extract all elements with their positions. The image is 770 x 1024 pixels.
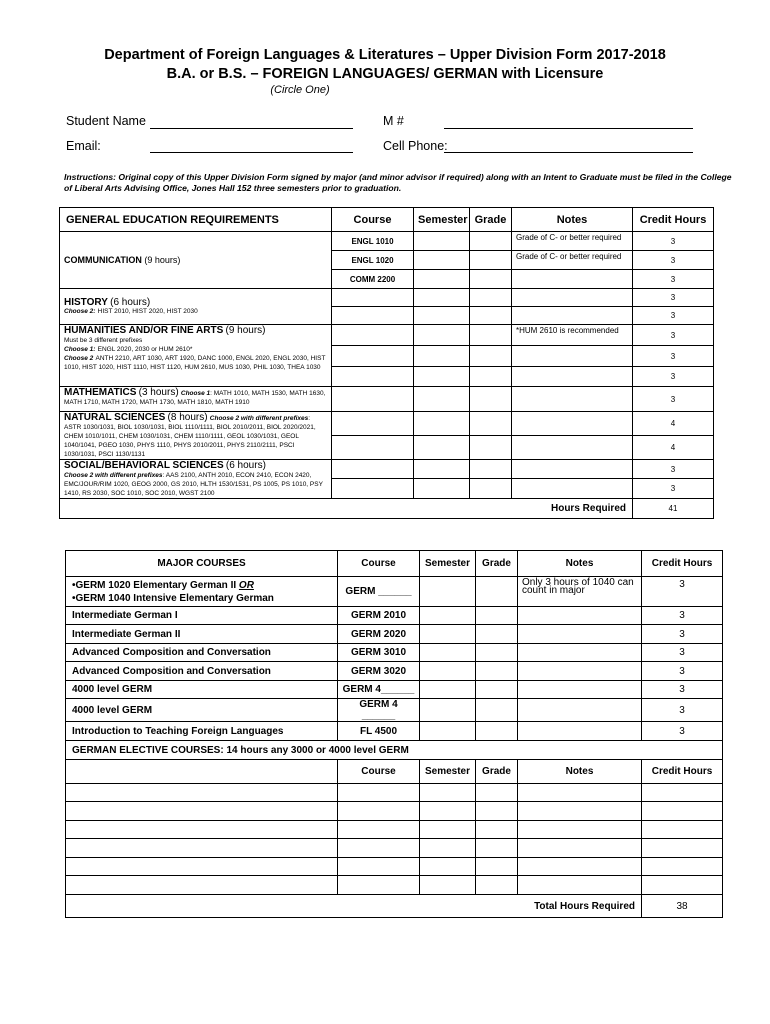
credit-cell: 3 xyxy=(642,625,723,644)
notes-cell[interactable] xyxy=(518,821,642,839)
mathematics-hours: (3 hours) xyxy=(138,387,179,398)
semester-cell[interactable] xyxy=(414,412,470,436)
cell-phone-field[interactable] xyxy=(444,152,693,153)
course-cell[interactable] xyxy=(338,802,420,821)
semester-cell[interactable] xyxy=(420,784,476,802)
semester-cell[interactable] xyxy=(420,577,476,607)
credit-cell: 3 xyxy=(642,577,723,607)
major-course-name: Advanced Composition and Conversation xyxy=(66,662,338,681)
course-cell[interactable]: GERM 4 ______ xyxy=(338,699,420,722)
hours-required-value: 41 xyxy=(633,499,714,519)
elective-row xyxy=(66,784,723,802)
credit-cell: 3 xyxy=(633,387,714,412)
credit-cell: 3 xyxy=(633,270,714,289)
elective-row xyxy=(66,821,723,839)
student-name-label: Student Name xyxy=(66,114,146,128)
grade-cell[interactable] xyxy=(470,479,512,499)
total-hours-row xyxy=(66,895,723,918)
credit-cell: 3 xyxy=(633,346,714,367)
course-cell[interactable] xyxy=(332,307,414,325)
table-row xyxy=(66,662,723,681)
notes-cell xyxy=(512,307,633,325)
semester-cell[interactable] xyxy=(420,722,476,741)
social-sciences-title: SOCIAL/BEHAVIORAL SCIENCES xyxy=(64,460,224,471)
hours-required-row xyxy=(60,499,714,519)
credit-cell: 3 xyxy=(642,699,723,722)
notes-cell[interactable] xyxy=(518,839,642,858)
grade-cell[interactable] xyxy=(470,460,512,479)
notes-cell xyxy=(518,699,642,722)
mathematics-choose-label: Choose 1 xyxy=(180,390,211,397)
elective-row xyxy=(66,858,723,876)
grade-cell[interactable] xyxy=(476,577,518,607)
email-label: Email: xyxy=(66,139,101,153)
notes-cell xyxy=(518,722,642,741)
semester-cell[interactable] xyxy=(420,662,476,681)
humanities-hours: (9 hours) xyxy=(225,325,266,336)
humanities-title: HUMANITIES AND/OR FINE ARTS xyxy=(64,325,224,336)
mathematics-title: MATHEMATICS xyxy=(64,387,137,398)
elective-name-cell[interactable] xyxy=(66,802,338,821)
electives-header-course: Course xyxy=(338,760,420,784)
semester-cell[interactable] xyxy=(420,858,476,876)
grade-cell[interactable] xyxy=(476,858,518,876)
notes-cell xyxy=(512,346,633,367)
table-row xyxy=(60,387,714,412)
grade-cell[interactable] xyxy=(476,876,518,895)
credit-cell: 3 xyxy=(633,460,714,479)
history-hours: (6 hours) xyxy=(110,296,151,308)
grade-cell[interactable] xyxy=(470,412,512,436)
credit-cell: 3 xyxy=(633,232,714,251)
humanities-choose1-label: Choose 1: xyxy=(64,345,96,353)
natural-sciences-hours: (8 hours) xyxy=(167,412,208,423)
electives-header-credit: Credit Hours xyxy=(642,760,723,784)
credit-cell: 3 xyxy=(633,479,714,499)
notes-cell xyxy=(512,367,633,387)
table-row xyxy=(66,577,723,607)
credit-cell[interactable] xyxy=(642,802,723,821)
grade-cell[interactable] xyxy=(476,625,518,644)
grade-cell[interactable] xyxy=(470,346,512,367)
credit-cell: 3 xyxy=(642,607,723,625)
social-sciences-cell xyxy=(60,460,332,499)
semester-cell[interactable] xyxy=(414,251,470,270)
history-cell xyxy=(60,289,332,325)
or-label: OR xyxy=(238,579,254,591)
social-sciences-choose-label: Choose 2 with different prefixes xyxy=(64,471,163,479)
natural-sciences-choose-label: Choose 2 with different prefixes xyxy=(209,415,309,422)
gen-ed-header-course: Course xyxy=(332,208,414,232)
electives-title-row xyxy=(66,741,723,760)
credit-cell[interactable] xyxy=(642,858,723,876)
major-header-course: Course xyxy=(338,551,420,577)
grade-cell[interactable] xyxy=(470,289,512,307)
electives-header-blank xyxy=(66,760,338,784)
notes-cell[interactable] xyxy=(518,784,642,802)
notes-cell xyxy=(518,644,642,662)
course-cell[interactable] xyxy=(332,387,414,412)
grade-cell[interactable] xyxy=(470,307,512,325)
course-cell: FL 4500 xyxy=(338,722,420,741)
gen-ed-header-semester: Semester xyxy=(414,208,470,232)
instructions: Instructions: Original copy of this Upper Division Form signed by major (and minor advisor if required) along with an Intent to Graduate must be filed in the College of Liberal Arts Advising Office, Jones Hall 152 three semesters prior to graduation. xyxy=(64,172,732,193)
gen-ed-header-grade: Grade xyxy=(470,208,512,232)
credit-cell: 4 xyxy=(633,436,714,460)
course-cell[interactable] xyxy=(338,839,420,858)
table-row xyxy=(60,325,714,346)
credit-cell[interactable] xyxy=(642,784,723,802)
gen-ed-header-credit: Credit Hours xyxy=(633,208,714,232)
humanities-choose2-text: ANTH 2210, ART 1030, ART 1920, DANC 1000, ENGL 2020, ENGL 2030, HIST 1010, HIST 1020, HIST 1110, HIST 1120, HUM 2610, MUS 1030, PHIL 1030, THEA 1030 xyxy=(64,354,326,371)
grade-cell[interactable] xyxy=(476,662,518,681)
notes-cell: Only 3 hours of 1040 can count in major xyxy=(518,577,642,607)
elective-name-cell[interactable] xyxy=(66,858,338,876)
semester-cell[interactable] xyxy=(420,625,476,644)
electives-header-grade: Grade xyxy=(476,760,518,784)
major-course-name: 4000 level GERM xyxy=(66,681,338,699)
semester-cell[interactable] xyxy=(420,699,476,722)
history-title: HISTORY xyxy=(64,296,108,308)
major-course-name: 4000 level GERM xyxy=(66,699,338,722)
major-header-credit: Credit Hours xyxy=(642,551,723,577)
humanities-cell xyxy=(60,325,332,387)
course-cell: ENGL 1020 xyxy=(332,251,414,270)
semester-cell[interactable] xyxy=(420,839,476,858)
notes-cell[interactable] xyxy=(518,876,642,895)
notes-cell xyxy=(518,625,642,644)
natural-sciences-choose-text: : ASTR 1030/1031, BIOL 1030/1031, BIOL 1110/1111, BIOL 2010/2011, BIOL 2020/2021, CHEM 1010/1011, CHEM 1030/1031, CHEM 1110/1111, GEOL 1030/1031, GEOL 1040/1041, PGEO 1030, PHYS 1110, PHYS 2010/2011, PHYS 2110/2111, PSCI 1030/1031, PSCI 1130/1131 xyxy=(64,415,316,458)
electives-header-notes: Notes xyxy=(518,760,642,784)
notes-cell[interactable] xyxy=(518,802,642,821)
notes-cell xyxy=(512,289,633,307)
course-cell: ENGL 1010 xyxy=(332,232,414,251)
humanities-choose1-text: ENGL 2020, 2030 or HUM 2610* xyxy=(97,345,193,353)
grade-cell[interactable] xyxy=(470,232,512,251)
major-header-semester: Semester xyxy=(420,551,476,577)
grade-cell[interactable] xyxy=(476,644,518,662)
grade-cell[interactable] xyxy=(476,681,518,699)
major-header-grade: Grade xyxy=(476,551,518,577)
humanities-line1: Must be 3 different prefixes xyxy=(64,336,143,344)
credit-cell[interactable] xyxy=(642,839,723,858)
grade-cell[interactable] xyxy=(470,325,512,346)
notes-cell[interactable] xyxy=(518,858,642,876)
gen-ed-header-notes: Notes xyxy=(512,208,633,232)
email-field[interactable] xyxy=(150,152,353,153)
major-header-courses: MAJOR COURSES xyxy=(66,551,338,577)
credit-cell: 3 xyxy=(633,307,714,325)
semester-cell[interactable] xyxy=(414,270,470,289)
major-table xyxy=(65,550,723,918)
table-row xyxy=(60,460,714,479)
elective-name-cell[interactable] xyxy=(66,821,338,839)
hours-required-label: Hours Required xyxy=(60,499,633,519)
communication-title: COMMUNICATION xyxy=(64,255,142,265)
electives-header-semester: Semester xyxy=(420,760,476,784)
social-sciences-hours: (6 hours) xyxy=(225,460,266,471)
notes-cell xyxy=(512,270,633,289)
cell-phone-label: Cell Phone: xyxy=(383,139,448,153)
gen-ed-header-row xyxy=(60,208,714,232)
notes-cell: Grade of C- or better required xyxy=(512,232,633,251)
total-hours-label: Total Hours Required xyxy=(66,895,642,918)
humanities-choose2-label: Choose 2 xyxy=(64,354,94,362)
grade-cell[interactable] xyxy=(476,802,518,821)
table-row xyxy=(60,232,714,251)
mathematics-cell xyxy=(60,387,332,412)
semester-cell[interactable] xyxy=(414,436,470,460)
notes-cell xyxy=(512,479,633,499)
grade-cell[interactable] xyxy=(476,839,518,858)
course-cell[interactable] xyxy=(332,479,414,499)
gen-ed-table xyxy=(59,207,714,519)
course-cell: GERM 3020 xyxy=(338,662,420,681)
table-row xyxy=(66,681,723,699)
elective-row xyxy=(66,802,723,821)
course-cell: COMM 2200 xyxy=(332,270,414,289)
course-cell[interactable] xyxy=(338,821,420,839)
course-cell[interactable] xyxy=(332,412,414,436)
elective-row xyxy=(66,876,723,895)
notes-cell xyxy=(512,412,633,436)
gen-ed-header-requirements: GENERAL EDUCATION REQUIREMENTS xyxy=(60,208,332,232)
major-course-name: Intermediate German II xyxy=(66,625,338,644)
table-row xyxy=(60,412,714,436)
communication-cell xyxy=(60,232,332,289)
credit-cell: 3 xyxy=(642,722,723,741)
social-sciences-choose-text: : AAS 2100, ANTH 2010, ECON 2410, ECON 2420, EMC/JOUR/RIM 1020, GEOG 2000, GS 2010, HLTH 1530/1531, PS 1005, PS 1010, PSY 1410, RS 2030, SOC 1010, SOC 2010, WGST 2100 xyxy=(64,471,323,497)
natural-sciences-cell xyxy=(60,412,332,460)
table-row xyxy=(66,625,723,644)
m-number-label: M # xyxy=(383,114,404,128)
notes-cell: *HUM 2610 is recommended xyxy=(512,325,633,346)
semester-cell[interactable] xyxy=(414,387,470,412)
grade-cell[interactable] xyxy=(476,699,518,722)
semester-cell[interactable] xyxy=(414,307,470,325)
course-cell[interactable] xyxy=(332,325,414,346)
grade-cell[interactable] xyxy=(470,270,512,289)
course-cell[interactable] xyxy=(338,876,420,895)
semester-cell[interactable] xyxy=(414,325,470,346)
table-row xyxy=(60,289,714,307)
semester-cell[interactable] xyxy=(420,821,476,839)
student-name-field[interactable] xyxy=(150,128,353,129)
table-row xyxy=(66,644,723,662)
credit-cell[interactable] xyxy=(642,821,723,839)
major-header-row xyxy=(66,551,723,577)
major-header-notes: Notes xyxy=(518,551,642,577)
semester-cell[interactable] xyxy=(420,644,476,662)
notes-cell xyxy=(518,681,642,699)
course-cell[interactable]: GERM ______ xyxy=(338,577,420,607)
credit-cell: 3 xyxy=(633,289,714,307)
major-course-name: Advanced Composition and Conversation xyxy=(66,644,338,662)
elective-row xyxy=(66,839,723,858)
table-row xyxy=(66,722,723,741)
semester-cell[interactable] xyxy=(414,346,470,367)
course-cell[interactable] xyxy=(338,784,420,802)
semester-cell[interactable] xyxy=(420,681,476,699)
credit-cell: 3 xyxy=(633,251,714,270)
semester-cell[interactable] xyxy=(420,802,476,821)
course-cell[interactable]: GERM 4______ xyxy=(338,681,420,699)
history-choose-label: Choose 2: xyxy=(64,308,96,316)
course-cell[interactable] xyxy=(332,346,414,367)
notes-cell xyxy=(518,662,642,681)
credit-cell: 3 xyxy=(633,325,714,346)
credit-cell: 3 xyxy=(633,367,714,387)
grade-cell[interactable] xyxy=(470,251,512,270)
mathematics-choose-text: : MATH 1010, MATH 1530, MATH 1630, MATH 1710, MATH 1720, MATH 1730, MATH 1810, MATH 1910 xyxy=(64,390,326,406)
notes-cell xyxy=(512,436,633,460)
elective-name-cell[interactable] xyxy=(66,784,338,802)
semester-cell[interactable] xyxy=(420,876,476,895)
form-title: Department of Foreign Languages & Literatures – Upper Division Form 2017-2018 xyxy=(104,47,666,63)
notes-cell xyxy=(518,607,642,625)
semester-cell[interactable] xyxy=(414,289,470,307)
grade-cell[interactable] xyxy=(470,436,512,460)
m-number-field[interactable] xyxy=(444,128,693,129)
major-course-name xyxy=(66,577,338,607)
credit-cell: 3 xyxy=(642,681,723,699)
elective-name-cell[interactable] xyxy=(66,876,338,895)
communication-hours: (9 hours) xyxy=(144,255,181,265)
total-hours-value: 38 xyxy=(642,895,723,918)
major-course-name: Introduction to Teaching Foreign Languages xyxy=(66,722,338,741)
semester-cell[interactable] xyxy=(414,232,470,251)
credit-cell: 3 xyxy=(642,644,723,662)
electives-title: GERMAN ELECTIVE COURSES: 14 hours any 3000 or 4000 level GERM xyxy=(66,741,723,760)
electives-header-row xyxy=(66,760,723,784)
germ-1020-label: •GERM 1020 Elementary German II xyxy=(72,579,237,591)
grade-cell[interactable] xyxy=(470,387,512,412)
table-row xyxy=(66,699,723,722)
grade-cell[interactable] xyxy=(476,821,518,839)
elective-name-cell[interactable] xyxy=(66,839,338,858)
credit-cell: 3 xyxy=(642,662,723,681)
notes-cell xyxy=(512,387,633,412)
grade-cell[interactable] xyxy=(470,367,512,387)
course-cell: GERM 2010 xyxy=(338,607,420,625)
history-choose-text: HIST 2010, HIST 2020, HIST 2030 xyxy=(97,308,198,316)
grade-cell[interactable] xyxy=(476,607,518,625)
semester-cell[interactable] xyxy=(414,367,470,387)
course-cell[interactable] xyxy=(338,858,420,876)
course-cell[interactable] xyxy=(332,289,414,307)
course-cell: GERM 3010 xyxy=(338,644,420,662)
course-cell[interactable] xyxy=(332,460,414,479)
natural-sciences-title: NATURAL SCIENCES xyxy=(64,412,166,423)
notes-cell xyxy=(512,460,633,479)
semester-cell[interactable] xyxy=(414,460,470,479)
course-cell[interactable] xyxy=(332,436,414,460)
notes-cell: Grade of C- or better required xyxy=(512,251,633,270)
circle-one-note: (Circle One) xyxy=(270,84,330,96)
major-course-name: Intermediate German I xyxy=(66,607,338,625)
credit-cell[interactable] xyxy=(642,876,723,895)
germ-1040-label: •GERM 1040 Intensive Elementary German xyxy=(72,592,274,604)
course-cell[interactable] xyxy=(332,367,414,387)
form-subtitle: B.A. or B.S. – FOREIGN LANGUAGES/ GERMAN with Licensure xyxy=(166,66,604,82)
grade-cell[interactable] xyxy=(476,784,518,802)
course-cell: GERM 2020 xyxy=(338,625,420,644)
credit-cell: 4 xyxy=(633,412,714,436)
grade-cell[interactable] xyxy=(476,722,518,741)
table-row xyxy=(66,607,723,625)
semester-cell[interactable] xyxy=(420,607,476,625)
semester-cell[interactable] xyxy=(414,479,470,499)
